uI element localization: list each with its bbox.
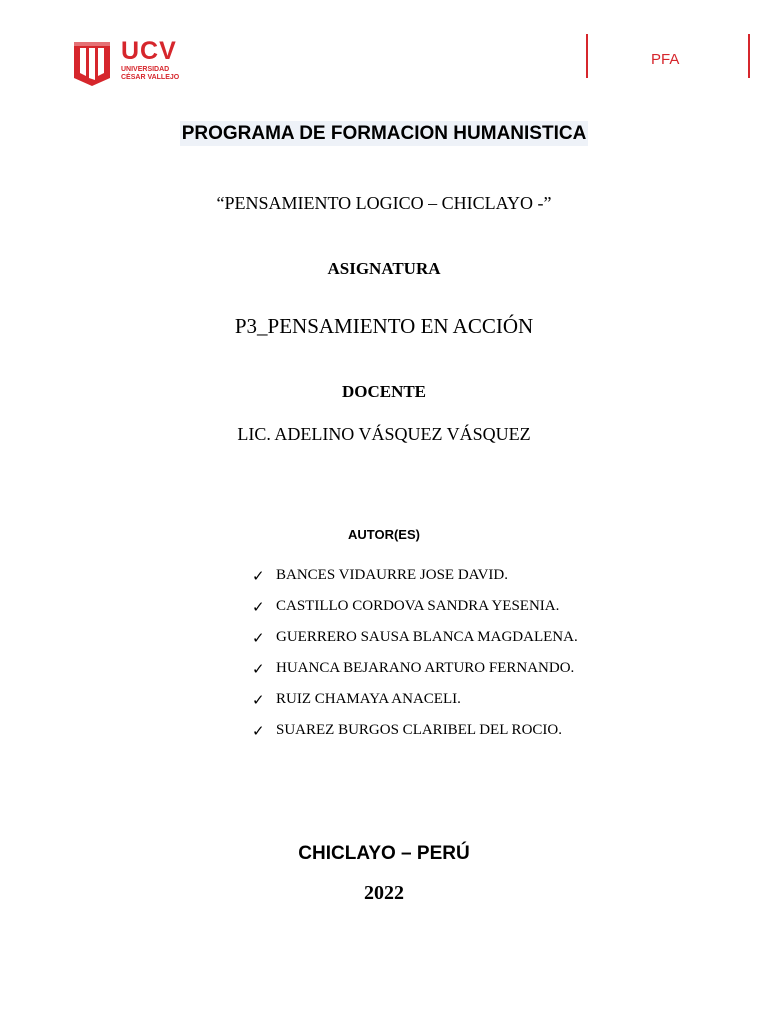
author-name: RUIZ CHAMAYA ANACELI. bbox=[276, 691, 461, 707]
logo-wordmark: UCV bbox=[121, 37, 177, 65]
check-icon: ✓ bbox=[252, 569, 265, 585]
header-pfa-label: PFA bbox=[651, 51, 680, 68]
header-divider-right bbox=[748, 34, 750, 78]
logo-subtitle-line-1: UNIVERSIDAD bbox=[121, 66, 170, 73]
author-name: GUERRERO SAUSA BLANCA MAGDALENA. bbox=[276, 629, 578, 645]
course-title: “PENSAMIENTO LOGICO – CHICLAYO -” bbox=[216, 193, 552, 213]
ucv-shield-icon bbox=[72, 38, 112, 86]
subject-label: ASIGNATURA bbox=[327, 259, 441, 278]
author-item bbox=[252, 598, 578, 629]
author-name: HUANCA BEJARANO ARTURO FERNANDO. bbox=[276, 660, 575, 676]
check-icon: ✓ bbox=[252, 693, 265, 709]
check-icon: ✓ bbox=[252, 662, 265, 678]
ucv-logo bbox=[72, 38, 182, 88]
teacher-value: LIC. ADELINO VÁSQUEZ VÁSQUEZ bbox=[237, 424, 531, 444]
subject-value: P3_PENSAMIENTO EN ACCIÓN bbox=[234, 314, 534, 338]
author-item bbox=[252, 629, 578, 660]
author-item bbox=[252, 660, 578, 691]
author-item bbox=[252, 691, 578, 722]
program-title bbox=[0, 123, 768, 145]
author-item bbox=[252, 722, 578, 753]
check-icon: ✓ bbox=[252, 631, 265, 647]
author-item bbox=[252, 567, 578, 598]
author-name: CASTILLO CORDOVA SANDRA YESENIA. bbox=[276, 598, 560, 614]
authors-label: AUTOR(ES) bbox=[348, 527, 420, 542]
author-name: SUAREZ BURGOS CLARIBEL DEL ROCIO. bbox=[276, 722, 562, 738]
program-title-text: PROGRAMA DE FORMACION HUMANISTICA bbox=[181, 123, 587, 144]
authors-list bbox=[252, 567, 578, 753]
logo-subtitle bbox=[121, 66, 179, 82]
author-name: BANCES VIDAURRE JOSE DAVID. bbox=[276, 567, 508, 583]
teacher-label: DOCENTE bbox=[341, 382, 427, 401]
check-icon: ✓ bbox=[252, 724, 265, 740]
city-country: CHICLAYO – PERÚ bbox=[298, 843, 470, 864]
year: 2022 bbox=[364, 882, 404, 904]
logo-subtitle-line-2: CÉSAR VALLEJO bbox=[121, 74, 180, 81]
check-icon: ✓ bbox=[252, 600, 265, 616]
header-divider-left bbox=[586, 34, 588, 78]
